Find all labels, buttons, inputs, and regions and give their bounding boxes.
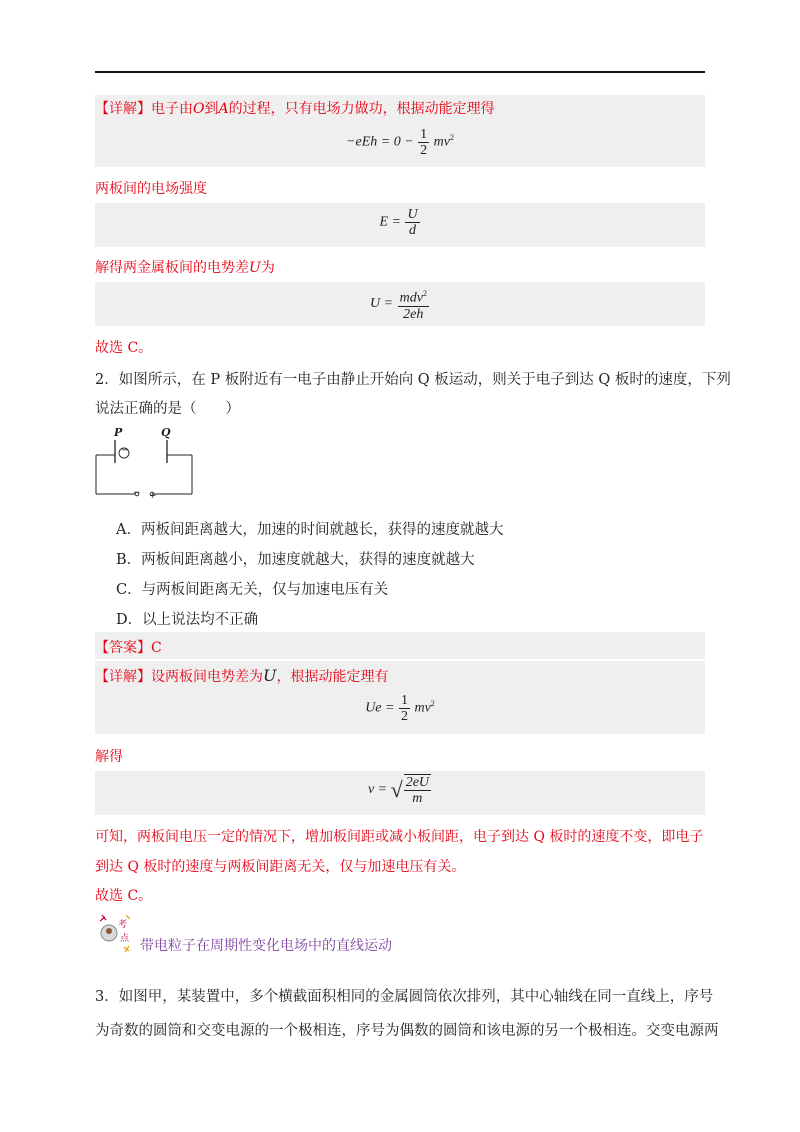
solve-label: 解得 [95,749,123,765]
label-text: 解得两金属板间的电势差 [95,260,249,276]
formula-box-u [95,282,705,326]
option-c: C．与两板间距离无关，仅与加速电压有关 [116,582,389,598]
conclusion-2: 故选 C。 [95,888,153,904]
formula-box-field [95,203,705,247]
detail-line-2 [95,666,388,686]
explanation-line-2: 到达 Q 板时的速度与两板间距离无关，仅与加速电压有关。 [95,859,466,875]
question-3-line-2: 为奇数的圆筒和交变电源的一个极相连，序号为偶数的圆筒和该电源的另一个极相连。交变电源两 [95,1023,719,1039]
fraction [398,286,429,322]
formula-box-v [95,771,705,815]
sqrt-icon: √ [390,777,403,802]
field-strength-label: 两板间的电场强度 [95,181,207,197]
electron-icon: − [121,445,130,456]
num-text: mdv [399,290,423,306]
header-rule [95,71,705,73]
formula-energy [95,127,705,158]
superscript: 2 [430,699,435,709]
option-b: B．两板间距离越小，加速度就越大，获得的速度就越大 [116,552,475,568]
point-a: A [218,101,229,117]
option-d: D．以上说法均不正确 [116,612,259,628]
option-a: A．两板间距离越大，加速的时间就越长，获得的速度就越大 [116,522,504,538]
fraction-den: m [412,791,423,806]
solution-box-2 [95,661,705,734]
fraction [404,774,431,806]
answer-label: 【答案】C [95,640,162,656]
plus-terminal: + [149,491,157,501]
explanation-line-1: 可知，两板间电压一定的情况下，增加板间距或减小板间距，电子到达 Q 板时的速度不变，即电子 [95,829,704,845]
detail-line-1 [95,98,495,118]
plate-q-label: Q [161,426,171,439]
kaodian-char: 点 [120,934,130,944]
formula-field [95,207,705,238]
formula-lhs: E = [379,214,401,230]
minus-terminal: − [133,488,141,498]
fraction-num: 1 [420,127,428,142]
fraction-den: 2eh [403,306,424,322]
fraction-num [398,286,429,307]
fraction-den: 2 [400,709,408,724]
formula-u [95,286,705,322]
detail-text: 的过程，只有电场力做功，根据动能定理得 [228,101,495,117]
superscript: 2 [422,289,427,298]
question-2-line-2: 说法正确的是（ ） [95,401,240,417]
symbol-u: U [249,260,261,276]
fraction-num: 2eU [405,775,430,790]
label-text: 为 [260,260,275,276]
fraction [399,693,410,724]
question-2-line-1: 2．如图所示，在 P 板附近有一电子由静止开始向 Q 板运动，则关于电子到达 Q 板时的速度，下列 [95,372,731,388]
detail-tag: 【详解】 [95,669,151,685]
detail-text: 设两板间电势差为 [151,669,263,685]
formula-rhs: mv [414,700,431,716]
symbol-u: U [263,666,277,685]
kaodian-char: 考 [118,920,128,930]
potential-diff-label [95,257,275,277]
detail-tag: 【详解】 [95,101,151,117]
question-3-line-1: 3．如图甲，某装置中，多个横截面积相同的金属圆筒依次排列，其中心轴线在同一直线上，序号 [95,989,714,1005]
kaodian-badge-icon [96,911,138,957]
answer-box [95,632,705,659]
point-o: O [193,101,205,117]
fraction-den: d [409,223,416,238]
fraction [405,207,419,238]
superscript: 2 [449,133,454,143]
detail-text: ，根据动能定理有 [276,669,389,685]
fraction-den: 2 [420,143,428,158]
formula-lhs: U = [370,296,394,312]
plate-p-label: P [114,426,123,439]
conclusion-1: 故选 C。 [95,340,153,356]
fraction-num: 1 [400,693,408,708]
fraction-num: U [407,207,418,222]
formula-rhs: mv [433,134,450,150]
solution-box-1 [95,95,705,167]
formula-lhs: v = [367,782,388,798]
fraction [418,127,429,158]
formula-v [95,774,705,806]
detail-text: 到 [204,101,219,117]
formula-lhs: −eEh = 0 − [346,134,414,150]
detail-text: 电子由 [151,101,193,117]
formula-energy-2 [95,693,705,724]
kaodian-topic: 带电粒子在周期性变化电场中的直线运动 [140,938,392,954]
formula-lhs: Ue = [365,700,395,716]
circuit-diagram [95,425,195,503]
